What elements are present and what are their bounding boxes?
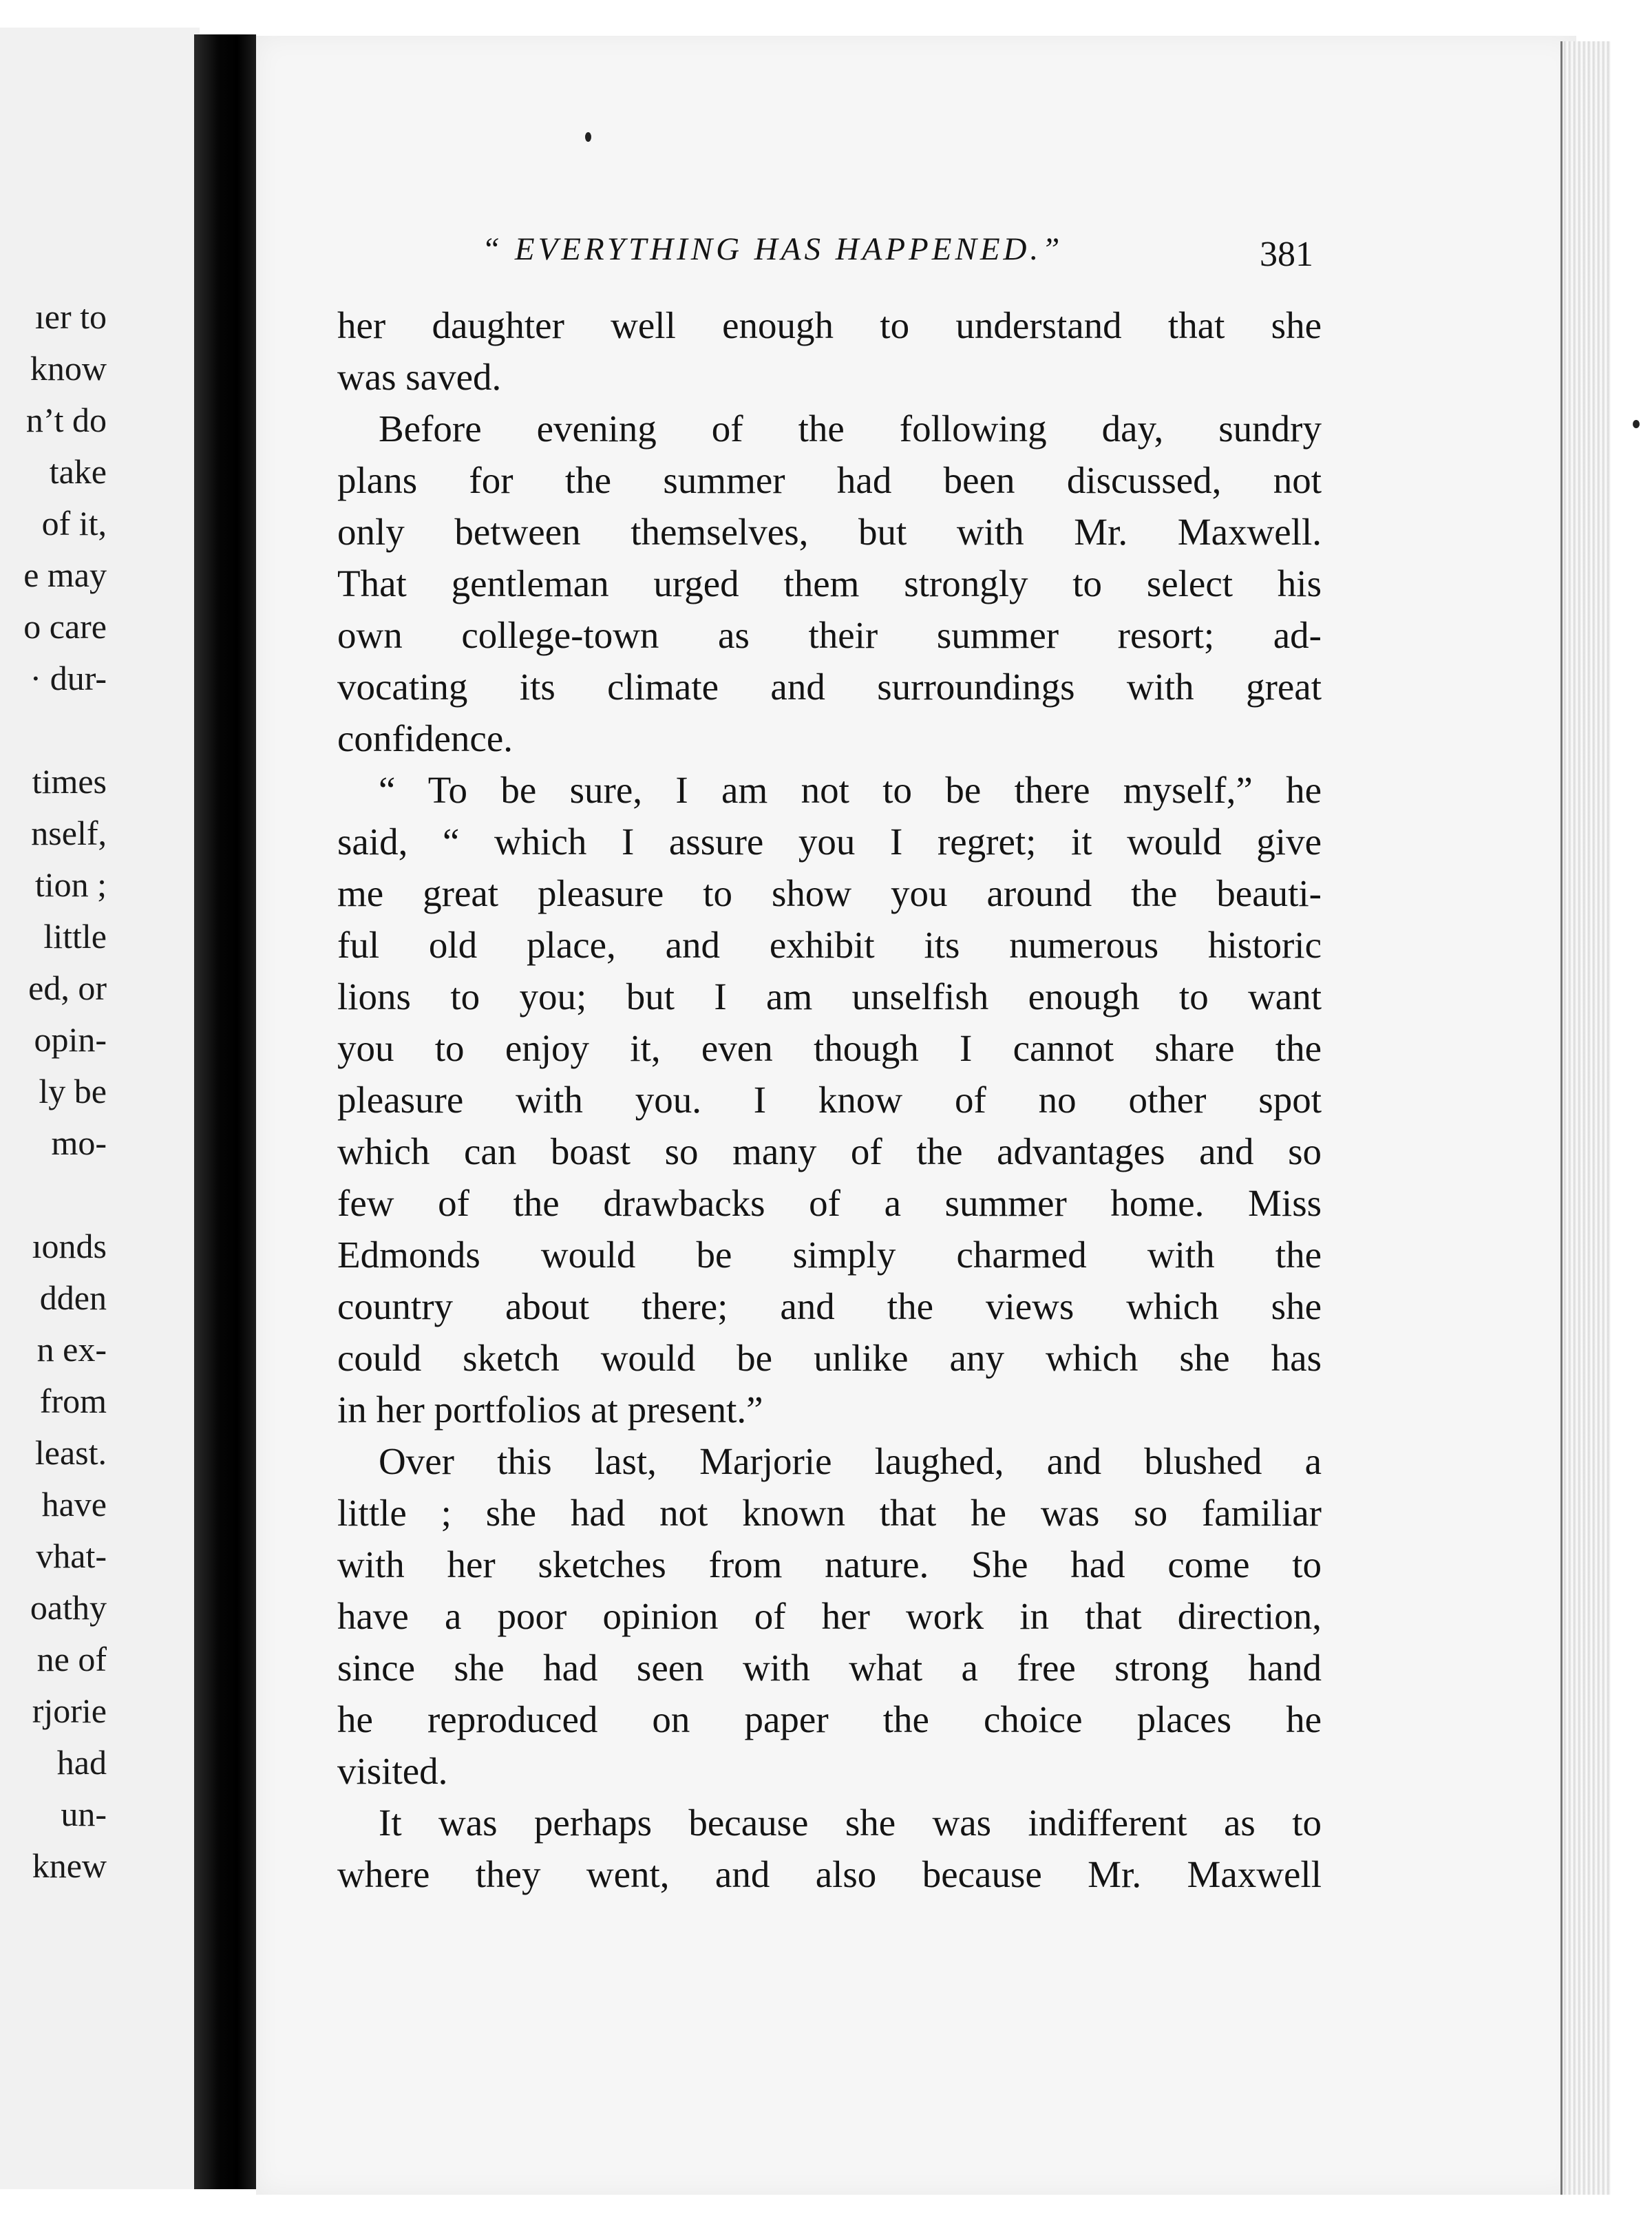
page-number: 381 — [1260, 235, 1313, 274]
text-line: he reproduced on paper the choice places he — [337, 1698, 1322, 1740]
left-page-line: ed, or — [28, 969, 107, 1007]
left-page-line: o care — [23, 607, 107, 646]
left-page-line: nself, — [31, 814, 107, 852]
ink-speck — [585, 132, 591, 142]
text-line: “ To be sure, I am not to be there myself,” he — [379, 769, 1322, 811]
text-line: vocating its climate and surroundings with great — [337, 666, 1322, 708]
left-page-line: of it, — [41, 504, 107, 542]
text-line: little ; she had not known that he was so familiar — [337, 1492, 1322, 1534]
left-page-line: · dur- — [30, 659, 107, 697]
text-line: own college-town as their summer resort; ad- — [337, 614, 1322, 656]
left-page-line: times — [32, 762, 107, 801]
left-page-line: least. — [34, 1433, 107, 1472]
text-line: confidence. — [337, 717, 513, 759]
left-page-line: take — [49, 452, 107, 491]
left-page-line: knew — [32, 1846, 107, 1885]
running-head: “ EVERYTHING HAS HAPPENED.” — [482, 231, 1063, 267]
left-page-line: n ex- — [36, 1330, 107, 1369]
left-page-line: un- — [61, 1795, 107, 1833]
left-page-line: ıer to — [34, 297, 107, 336]
text-line: visited. — [337, 1750, 448, 1792]
text-line: only between themselves, but with Mr. Maxwell. — [337, 511, 1322, 553]
ink-speck — [1633, 420, 1640, 428]
text-line: It was perhaps because she was indifferent as to — [379, 1802, 1322, 1844]
left-page-line: e may — [23, 556, 107, 594]
left-page-line: tion ; — [34, 865, 107, 904]
book-gutter — [194, 34, 256, 2189]
text-line: me great pleasure to show you around the beauti- — [337, 872, 1322, 914]
text-line: since she had seen with what a free strong hand — [337, 1647, 1322, 1689]
text-line: her daughter well enough to understand that she — [337, 304, 1322, 346]
left-page-line: n’t do — [25, 401, 107, 439]
text-line: could sketch would be unlike any which she has — [337, 1337, 1322, 1379]
left-page-line: ıonds — [32, 1227, 107, 1265]
text-line: in her portfolios at present.” — [337, 1389, 763, 1431]
text-line: which can boast so many of the advantages and so — [337, 1130, 1322, 1172]
left-page-line: know — [30, 349, 107, 388]
text-line: said, “ which I assure you I regret; it would give — [337, 821, 1322, 863]
left-page-line: vhat- — [36, 1537, 107, 1575]
text-line: was saved. — [337, 356, 502, 398]
text-line: have a poor opinion of her work in that direction, — [337, 1595, 1322, 1637]
left-page-line: from — [39, 1382, 107, 1420]
left-page-line: opin- — [34, 1020, 107, 1059]
left-page-line: dden — [39, 1278, 107, 1317]
text-line: ful old place, and exhibit its numerous historic — [337, 924, 1322, 966]
page-edges — [1560, 41, 1611, 2195]
left-page-line: have — [41, 1485, 107, 1523]
text-line: Before evening of the following day, sundry — [379, 408, 1322, 450]
left-page-line: mo- — [51, 1124, 107, 1162]
text-line: Over this last, Marjorie laughed, and blushed a — [379, 1440, 1322, 1482]
text-line: with her sketches from nature. She had come to — [337, 1543, 1322, 1585]
left-page-line: little — [43, 917, 107, 956]
left-page-line: had — [56, 1743, 107, 1782]
text-line: That gentleman urged them strongly to select his — [337, 562, 1322, 604]
text-line: Edmonds would be simply charmed with the — [337, 1234, 1322, 1276]
left-page-line: ne of — [36, 1640, 107, 1678]
left-page-line: oathy — [30, 1588, 107, 1627]
text-line: lions to you; but I am unselfish enough to want — [337, 975, 1322, 1017]
text-line: few of the drawbacks of a summer home. Miss — [337, 1182, 1322, 1224]
text-line: you to enjoy it, even though I cannot share the — [337, 1027, 1322, 1069]
text-line: where they went, and also because Mr. Maxwell — [337, 1853, 1322, 1895]
text-line: pleasure with you. I know of no other spot — [337, 1079, 1322, 1121]
left-page-line: rjorie — [32, 1691, 107, 1730]
previous-page-fragment — [0, 28, 200, 2189]
left-page-line: ly be — [39, 1072, 107, 1110]
text-line: country about there; and the views which she — [337, 1285, 1322, 1327]
text-line: plans for the summer had been discussed, not — [337, 459, 1322, 501]
